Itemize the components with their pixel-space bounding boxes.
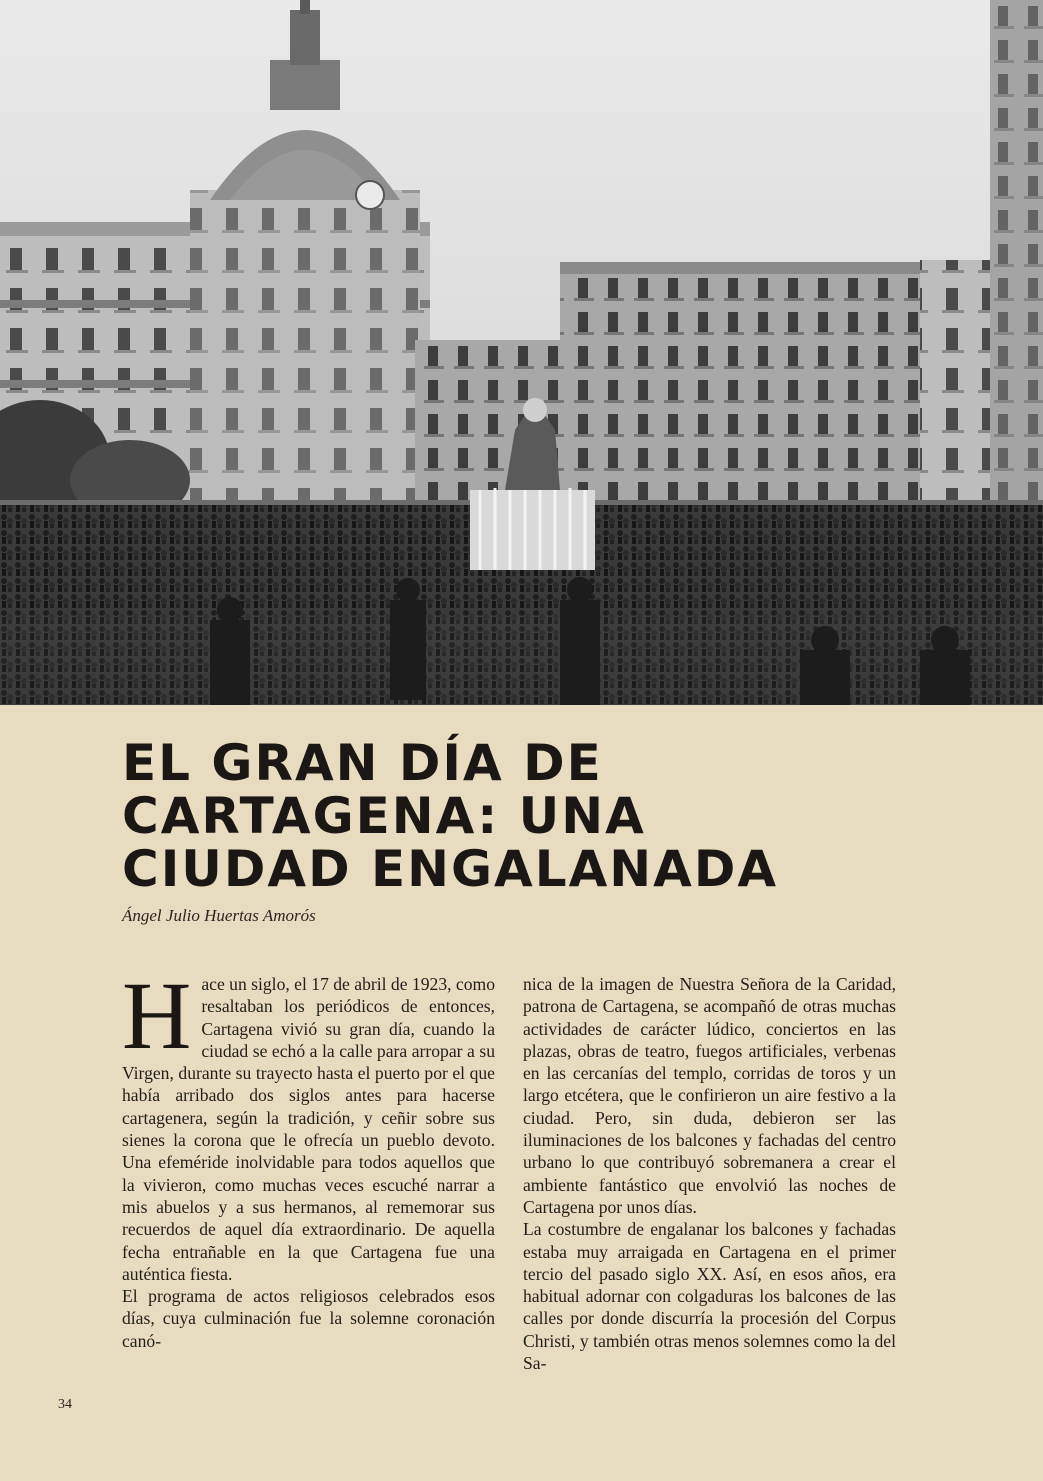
paragraph-1-text: ace un siglo, el 17 de abril de 1923, como resaltaban los periódicos de entonces, Cartagena vivió su gran día, cuando la ciudad se echó a la calle para arropar a su Virgen, durante su trayecto hasta el puerto por el que había arribado dos siglos antes para hacerse cartagenera, según la tradición, y ceñir sobre sus sienes la corona que le ofrecía un pueblo devoto. Una efeméride inolvidable para todos aquellos que la vivieron, como muchas veces escuché narrar a mis abuelos y a sus hermanos, al rememorar sus recuerdos de aquel día extraordinario. De aquella fecha entrañable en la que Cartagena fue una auténtica fiesta. xyxy=(122,974,495,1284)
paragraph-1 xyxy=(122,962,495,1285)
paragraph-2: El programa de actos religiosos celebrados esos días, cuya culminación fue la solemne coronación canó- xyxy=(122,1286,495,1351)
title-line-2: CARTAGENA: UNA xyxy=(122,787,646,845)
historic-procession-photo xyxy=(0,0,1043,705)
page-number: 34 xyxy=(58,1397,72,1412)
paragraph-4: La costumbre de engalanar los balcones y fachadas estaba muy arraigada en Cartagena en el primer tercio del pasado siglo XX. Así, en esos años, era habitual adornar con colgaduras los balcones de las calles por donde discurría la procesión del Corpus Christi, y también otras menos solemnes como la del Sa- xyxy=(523,1219,896,1374)
article-column-right xyxy=(523,973,896,1374)
title-line-3: CIUDAD ENGALANADA xyxy=(122,840,779,898)
article-author: Ángel Julio Huertas Amorós xyxy=(122,906,316,925)
article-column-left xyxy=(122,962,495,1352)
title-line-1: EL GRAN DÍA DE xyxy=(122,734,603,792)
paragraph-3: nica de la imagen de Nuestra Señora de la Caridad, patrona de Cartagena, se acompañó de otras muchas actividades de carácter lúdico, conciertos en las plazas, obras de teatro, fuegos artificiales, verbenas en las cercanías del templo, corridas de toros y un largo etcétera, que le confirieron un aire festivo a la ciudad. Pero, sin duda, debieron ser las iluminaciones de los balcones y fachadas del centro urbano lo que contribuyó sobremanera a crear el ambiente fantástico que envolvió las noches de Cartagena por unos días. xyxy=(523,974,896,1217)
drop-cap: H xyxy=(122,962,192,1069)
article-title xyxy=(122,734,942,898)
